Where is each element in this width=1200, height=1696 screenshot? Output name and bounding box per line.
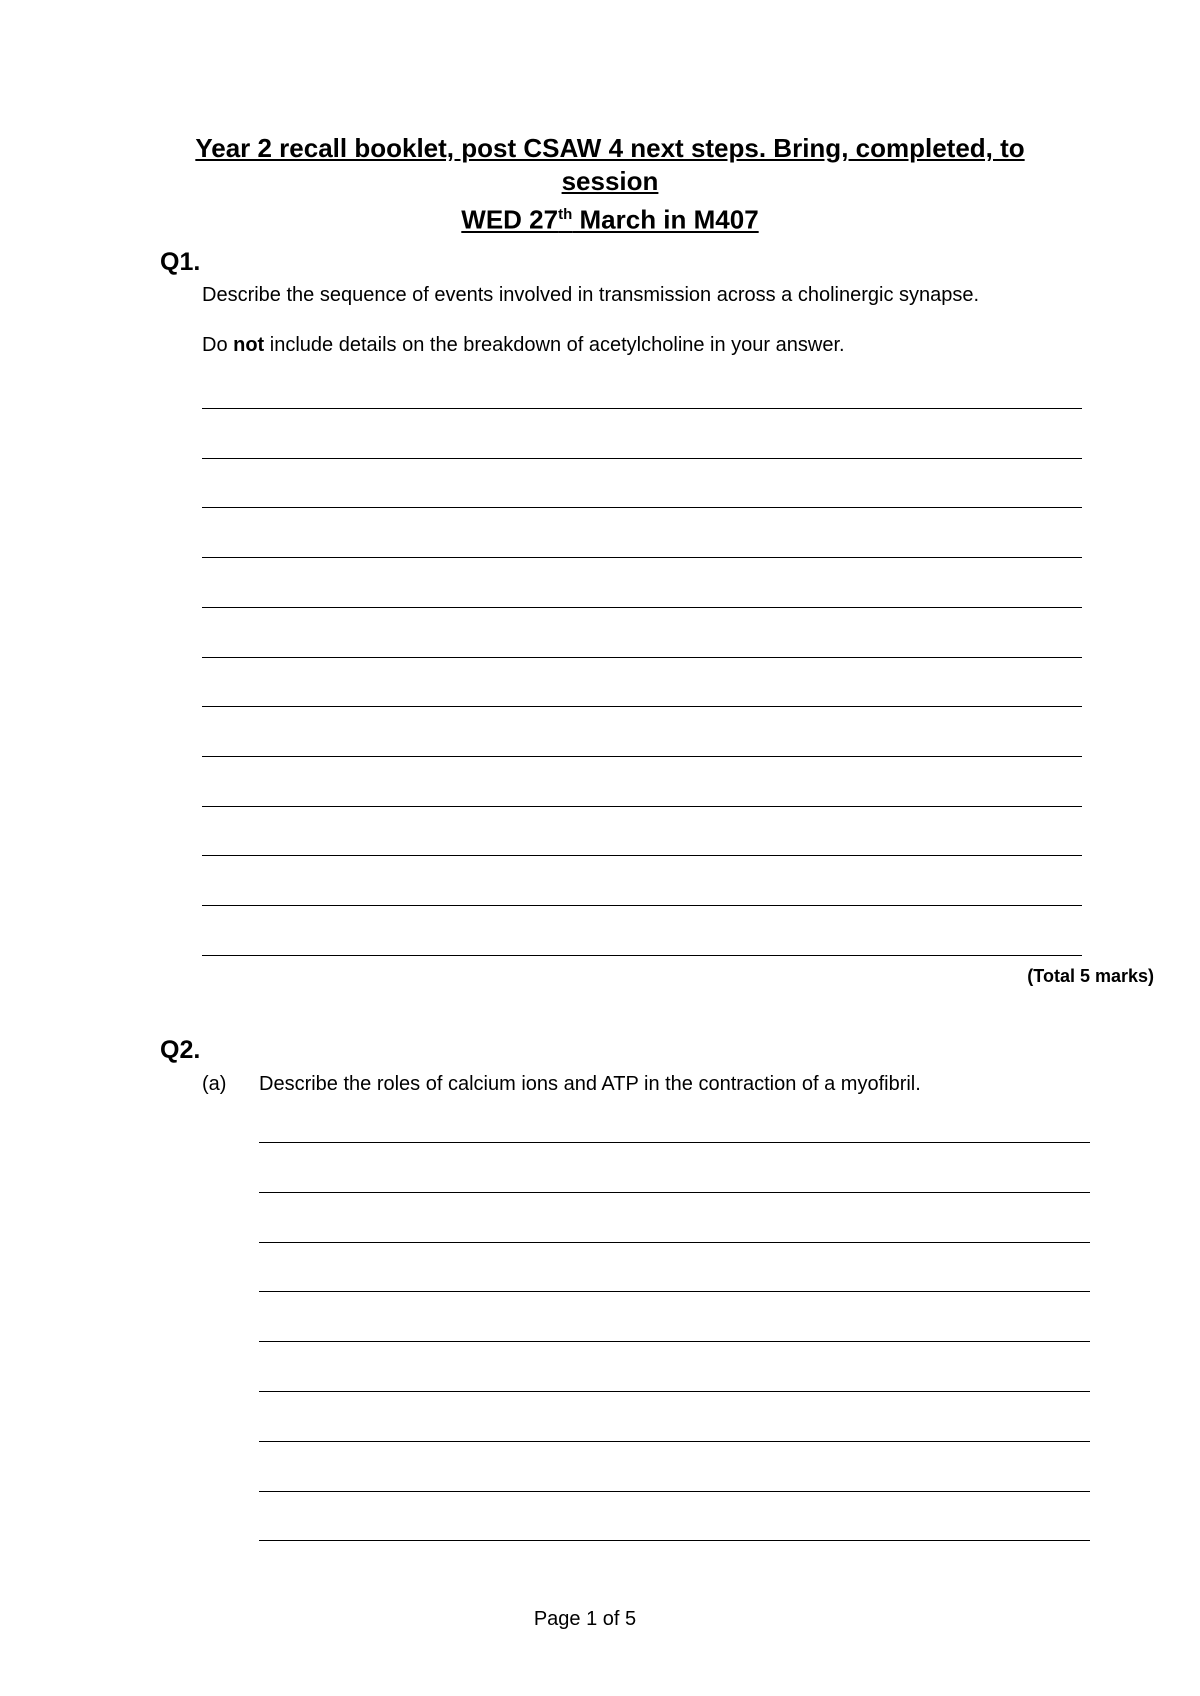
q2-label: Q2. xyxy=(160,1036,201,1064)
q1-instruction: Describe the sequence of events involved in transmission across a cholinergic synapse. xyxy=(202,284,980,306)
q1-answer-line[interactable] xyxy=(202,607,1082,608)
document-title xyxy=(150,132,1070,237)
q2-answer-line[interactable] xyxy=(259,1540,1090,1541)
q2-answer-line[interactable] xyxy=(259,1441,1090,1442)
q1-answer-line[interactable] xyxy=(202,905,1082,906)
q1-answer-line[interactable] xyxy=(202,955,1082,956)
q1-answer-line[interactable] xyxy=(202,855,1082,856)
q1-answer-line[interactable] xyxy=(202,458,1082,459)
q2-answer-line[interactable] xyxy=(259,1391,1090,1392)
q1-answer-line[interactable] xyxy=(202,806,1082,807)
q1-note: Do not include details on the breakdown of acetylcholine in your answer. xyxy=(202,334,845,356)
q2-answer-line[interactable] xyxy=(259,1491,1090,1492)
q1-answer-line[interactable] xyxy=(202,706,1082,707)
q2-answer-line[interactable] xyxy=(259,1341,1090,1342)
title-line-1: Year 2 recall booklet, post CSAW 4 next steps. Bring, completed, to session xyxy=(195,133,1025,196)
q2-part-a-label: (a) xyxy=(202,1073,227,1095)
q2-answer-line[interactable] xyxy=(259,1192,1090,1193)
q2-answer-line[interactable] xyxy=(259,1142,1090,1143)
q2-answer-line[interactable] xyxy=(259,1291,1090,1292)
q1-label: Q1. xyxy=(160,248,201,276)
q1-answer-line[interactable] xyxy=(202,756,1082,757)
q2-answer-line[interactable] xyxy=(259,1242,1090,1243)
q1-total-marks: (Total 5 marks) xyxy=(1027,966,1154,986)
page-number: Page 1 of 5 xyxy=(533,1608,637,1630)
title-line-2: WED 27th March in M407 xyxy=(461,204,759,235)
q1-answer-line[interactable] xyxy=(202,507,1082,508)
q1-answer-line[interactable] xyxy=(202,408,1082,409)
q1-answer-line[interactable] xyxy=(202,657,1082,658)
q2-part-a-text: Describe the roles of calcium ions and ATP in the contraction of a myofibril. xyxy=(259,1073,921,1095)
q1-answer-line[interactable] xyxy=(202,557,1082,558)
